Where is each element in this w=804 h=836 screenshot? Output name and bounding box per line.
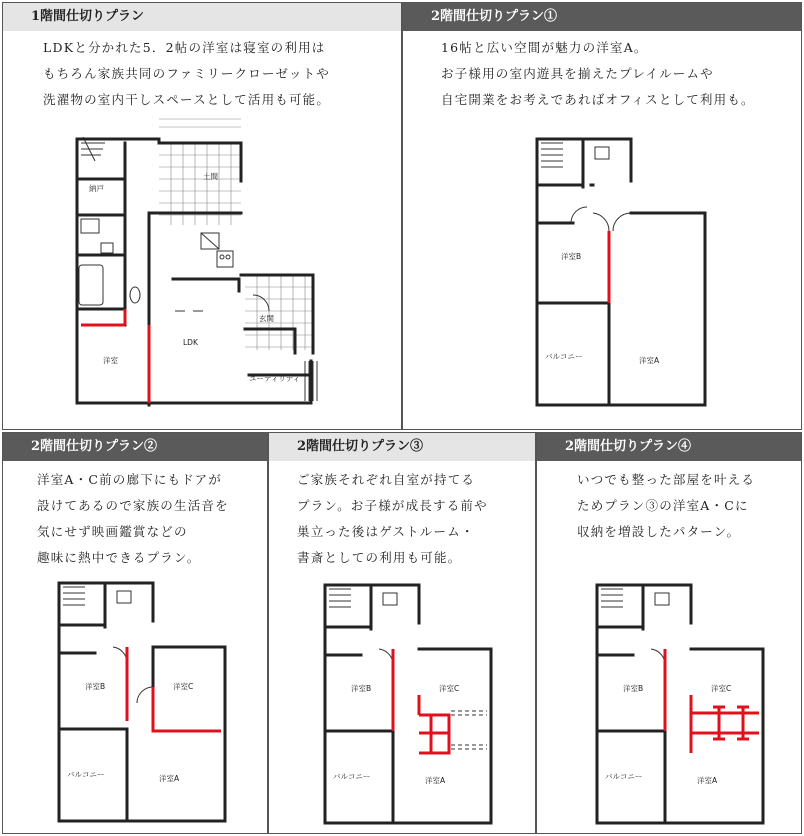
room-a: 洋室A xyxy=(159,774,180,783)
panel-2f-plan-2-description xyxy=(37,467,229,571)
panel-2f-plan-2-title: 2階間仕切りプラン② xyxy=(3,433,267,461)
room-western: 洋室 xyxy=(103,356,118,365)
panel-1f xyxy=(2,2,402,430)
panel-2f-plan-4-title: 2階間仕切りプラン④ xyxy=(537,433,801,461)
desc-line: 書斎としての利用も可能。 xyxy=(297,550,462,565)
desc-line: お子様用の室内遊具を揃えたプレイルームや xyxy=(441,66,714,81)
room-c: 洋室C xyxy=(173,682,194,691)
room-balcony: バルコニー xyxy=(605,772,643,781)
panel-2f-plan-3 xyxy=(268,432,536,834)
desc-line: 趣味に熱中できるプラン。 xyxy=(37,550,201,565)
desc-line: ためプラン③の洋室A・Cに xyxy=(577,498,749,513)
panel-2f-plan-4 xyxy=(536,432,802,834)
desc-line: LDKと分かれた5．2帖の洋室は寝室の利用は xyxy=(43,40,326,55)
panel-2f-plan-2 xyxy=(2,432,268,834)
desc-line: 収納を増設したパターン。 xyxy=(577,524,741,539)
desc-line: 洗濯物の室内干しスペースとして活用も可能。 xyxy=(43,92,331,107)
desc-line: 設けてあるので家族の生活音を xyxy=(37,498,229,513)
desc-line: いつでも整った部屋を叶える xyxy=(577,472,756,487)
panel-1f-title: 1階間仕切りプラン xyxy=(3,3,401,31)
panel-2f-plan-1 xyxy=(402,2,802,430)
panel-2f-plan-1-title: 2階間仕切りプラン① xyxy=(403,3,801,31)
room-b: 洋室B xyxy=(561,252,582,261)
room-a: 洋室A xyxy=(639,356,660,365)
panel-2f-plan-4-description xyxy=(577,467,755,545)
room-balcony: バルコニー xyxy=(333,772,371,781)
floor-plan-2f-1 xyxy=(533,137,708,409)
room-b: 洋室B xyxy=(623,684,644,693)
room-entrance: 玄関 xyxy=(259,314,274,323)
room-b: 洋室B xyxy=(85,682,106,691)
room-a: 洋室A xyxy=(697,776,718,785)
desc-line: 自宅開業をお考えであればオフィスとして利用も。 xyxy=(441,92,755,107)
desc-line: プラン。お子様が成長する前や xyxy=(297,498,488,513)
desc-line: 巣立った後はゲストルーム・ xyxy=(297,524,475,539)
room-utility: ユーティリティ xyxy=(249,374,301,383)
floor-plan-2f-4 xyxy=(593,583,768,833)
panel-2f-plan-3-title: 2階間仕切りプラン③ xyxy=(269,433,535,461)
desc-line: 気にせず映画鑑賞などの xyxy=(37,524,188,539)
floor-plan-2f-3 xyxy=(321,583,496,833)
desc-line: ご家族それぞれ自室が持てる xyxy=(297,472,476,487)
desc-line: もちろん家族共同のファミリークローゼットや xyxy=(43,66,330,81)
room-a: 洋室A xyxy=(425,776,446,785)
room-b: 洋室B xyxy=(351,684,372,693)
room-balcony: バルコニー xyxy=(545,352,583,361)
panel-1f-description xyxy=(43,35,330,113)
floor-plan-1f xyxy=(73,115,323,407)
desc-line: 洋室A・C前の廊下にもドアが xyxy=(37,472,223,487)
panel-2f-plan-3-description xyxy=(297,467,488,571)
room-c: 洋室C xyxy=(711,684,732,693)
floor-plan-2f-2 xyxy=(55,581,230,831)
desc-line: 16帖と広い空間が魅力の洋室A。 xyxy=(441,40,648,55)
room-ldk: LDK xyxy=(183,338,198,347)
panel-2f-plan-1-description xyxy=(441,35,755,113)
room-storage: 納戸 xyxy=(89,184,104,193)
room-dirt-floor: 土間 xyxy=(203,172,218,181)
room-c: 洋室C xyxy=(439,684,460,693)
room-balcony: バルコニー xyxy=(67,770,105,779)
